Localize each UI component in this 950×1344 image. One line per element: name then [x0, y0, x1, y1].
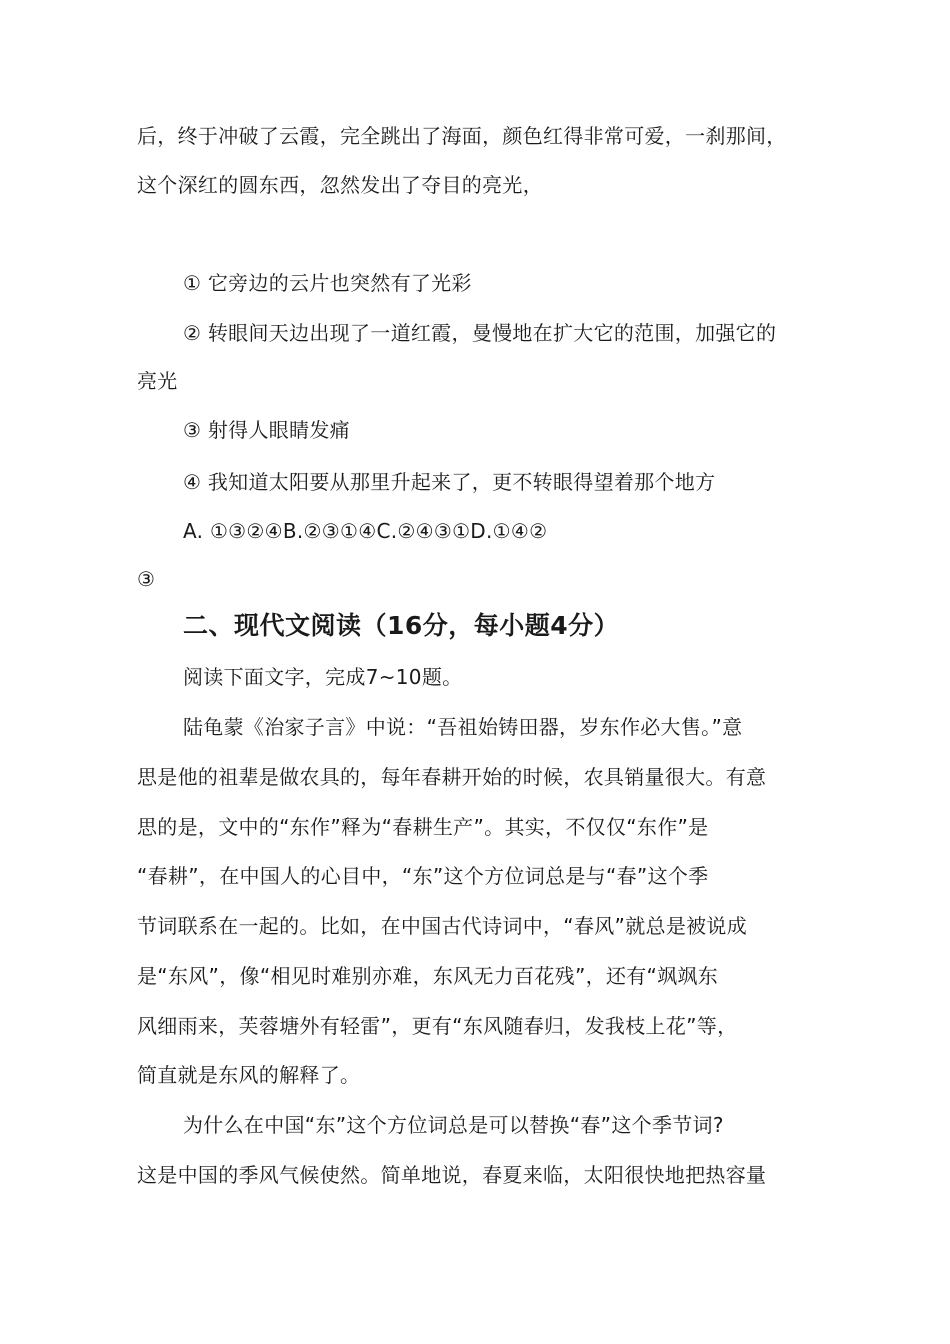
article-line: 简直就是东风的解释了。 — [137, 1063, 361, 1087]
article-line: 为什么在中国“东”这个方位词总是可以替换“春”这个季节词? — [183, 1113, 724, 1137]
option-4: ④ 我知道太阳要从那里升起来了，更不转眼得望着那个地方 — [183, 470, 716, 494]
article-line: 节词联系在一起的。比如，在中国古代诗词中，“春风”就总是被说成 — [137, 914, 748, 938]
option-2-continued: 亮光 — [137, 369, 178, 393]
article-line: “春耕”，在中国人的心目中，“东”这个方位词总是与“春”这个季 — [137, 864, 709, 888]
section-heading: 二、现代文阅读（16分，每小题4分） — [183, 611, 620, 640]
article-line: 这是中国的季风气候使然。简单地说，春夏来临，太阳很快地把热容量 — [137, 1163, 767, 1187]
article-line: 是“东风”，像“相见时难别亦难，东风无力百花残”，还有“飒飒东 — [137, 964, 719, 988]
answer-choices: A. ①③②④B.②③①④C.②④③①D.①④② — [183, 519, 548, 543]
article-line: 思的是，文中的“东作”释为“春耕生产”。其实，不仅仅“东作”是 — [137, 815, 709, 839]
option-2: ② 转眼间天边出现了一道红霞，曼慢地在扩大它的范围，加强它的 — [183, 321, 777, 345]
option-1: ① 它旁边的云片也突然有了光彩 — [183, 271, 472, 295]
article-line: 陆龟蒙《治家子言》中说：“吾祖始铸田器，岁东作必大售。”意 — [183, 715, 743, 739]
passage-line: 这个深红的圆东西，忽然发出了夺目的亮光， — [137, 173, 543, 197]
option-3: ③ 射得人眼睛发痛 — [183, 418, 350, 442]
passage-line: 后，终于冲破了云霞，完全跳出了海面，颜色红得非常可爱，一刹那间， — [137, 124, 787, 148]
article-line: 思是他的祖辈是做农具的，每年春耕开始的时候，农具销量很大。有意 — [137, 765, 767, 789]
article-line: 风细雨来，芙蓉塘外有轻雷”，更有“东风随春归，发我枝上花”等， — [137, 1014, 738, 1038]
answer-choices-continued: ③ — [137, 567, 156, 591]
section-instruction: 阅读下面文字，完成7~10题。 — [183, 665, 463, 689]
